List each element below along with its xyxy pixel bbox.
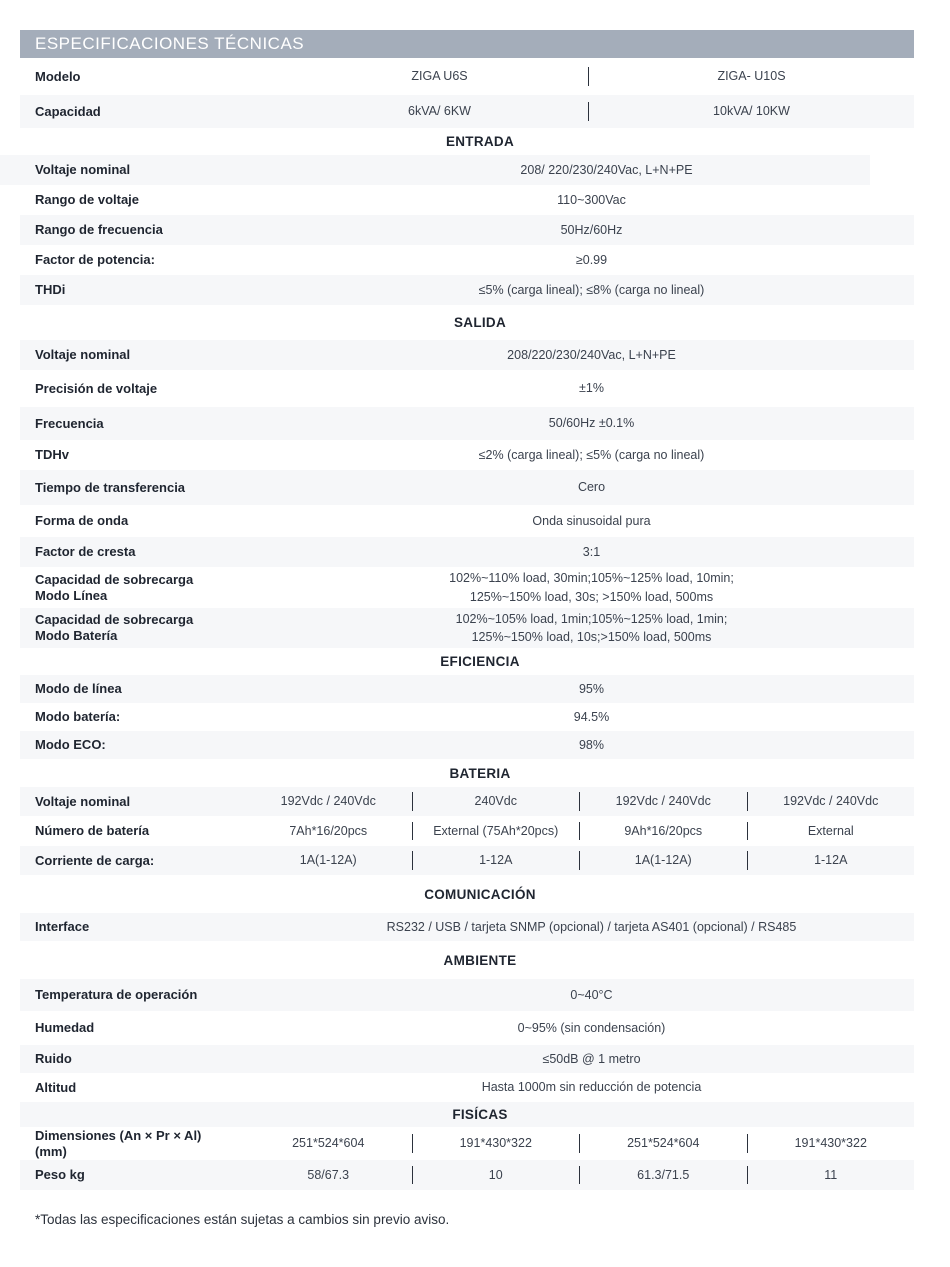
table-row — [20, 537, 914, 567]
cell-value: 192Vdc / 240Vdc — [280, 794, 376, 809]
table-row — [20, 370, 914, 407]
row-value: ≤5% (carga lineal); ≤8% (carga no lineal) — [478, 282, 705, 297]
row-label: Voltaje nominal — [35, 793, 131, 809]
row-value: Onda sinusoidal pura — [532, 513, 651, 528]
table-row — [20, 505, 914, 537]
row-value: 50Hz/60Hz — [560, 222, 623, 237]
table-row — [20, 1045, 914, 1073]
row-label: Frecuencia — [35, 415, 104, 431]
row-label: Forma de onda — [35, 513, 129, 529]
cell-value: 10 — [412, 1166, 580, 1184]
row-label: Número de batería — [35, 823, 150, 839]
table-row — [20, 731, 914, 759]
page-title: ESPECIFICACIONES TÉCNICAS — [35, 34, 305, 53]
row-label: Rango de frecuencia — [35, 222, 163, 238]
row-label: Capacidad de sobrecarga Modo Batería — [35, 612, 194, 643]
table-row — [20, 703, 914, 731]
table-row — [20, 407, 914, 440]
row-label: Dimensiones (An × Pr × Al) (mm) — [35, 1127, 202, 1159]
row-value: RS232 / USB / tarjeta SNMP (opcional) / tarjeta AS401 (opcional) / RS485 — [386, 919, 797, 934]
cell-value: 1A(1-12A) — [299, 853, 357, 868]
table-row — [20, 846, 914, 875]
spec-title-bar — [20, 30, 914, 58]
row-label: Corriente de carga: — [35, 852, 155, 868]
cell-value: 7Ah*16/20pcs — [289, 823, 368, 838]
row-label: Rango de voltaje — [35, 192, 140, 208]
row-label: Altitud — [35, 1079, 77, 1095]
table-row — [20, 979, 914, 1011]
table-row — [20, 215, 914, 245]
section-header-bateria: BATERIA — [449, 765, 511, 781]
row-value: 208/ 220/230/240Vac, L+N+PE — [520, 162, 693, 177]
row-label: Tiempo de transferencia — [35, 479, 186, 495]
row-value: 110~300Vac — [557, 192, 626, 207]
table-row — [20, 1160, 914, 1190]
row-label: Capacidad — [35, 103, 101, 119]
table-row — [20, 787, 914, 816]
row-label: TDHv — [35, 447, 69, 463]
section-header-eficiencia: EFICIENCIA — [440, 654, 520, 669]
section-header-entrada: ENTRADA — [445, 134, 515, 149]
row-label: Modelo — [35, 68, 81, 84]
section-header-salida: SALIDA — [453, 315, 507, 330]
capacity-u6s-cell: 6kVA/ 6KW — [408, 104, 471, 119]
row-value: 0~40°C — [570, 987, 613, 1002]
cell-value: 58/67.3 — [307, 1167, 350, 1182]
footnote: *Todas las especificaciones están sujetas a cambios sin previo aviso. — [35, 1212, 450, 1227]
spec-sheet — [20, 30, 914, 1227]
section-header-fisicas: FISÍCAS — [20, 1102, 914, 1127]
cell-value: 191*430*322 — [412, 1134, 580, 1152]
table-row — [20, 913, 914, 941]
row-label: THDi — [35, 282, 66, 298]
row-label: Factor de cresta — [35, 544, 136, 560]
row-label: Modo de línea — [35, 681, 122, 697]
capacity-u10s-cell: 10kVA/ 10KW — [588, 102, 914, 120]
row-label: Modo ECO: — [35, 737, 106, 753]
cell-value: 192Vdc / 240Vdc — [579, 792, 747, 810]
capacity-row — [20, 95, 914, 128]
row-label: Modo batería: — [35, 709, 121, 725]
model-u10s-cell: ZIGA- U10S — [588, 67, 914, 85]
row-value: 102%~110% load, 30min;105%~125% load, 10min; 125%~150% load, 30s; >150% load, 500ms — [449, 571, 734, 604]
cell-value: 1-12A — [747, 851, 915, 869]
row-label: Voltaje nominal — [35, 162, 131, 178]
row-value: 95% — [578, 681, 605, 696]
cell-value: 11 — [747, 1166, 915, 1184]
cell-value: External — [747, 822, 915, 840]
cell-value: 251*524*604 — [292, 1136, 365, 1151]
row-value: 102%~105% load, 1min;105%~125% load, 1min; 125%~150% load, 10s;>150% load, 500ms — [455, 611, 728, 644]
row-value: 208/220/230/240Vac, L+N+PE — [507, 347, 676, 362]
cell-value: 192Vdc / 240Vdc — [747, 792, 915, 810]
table-row — [20, 1011, 914, 1045]
table-row — [20, 1127, 914, 1160]
table-row — [20, 440, 914, 470]
section-header-ambiente: AMBIENTE — [443, 952, 517, 968]
table-row — [20, 185, 914, 215]
row-value: Cero — [577, 480, 606, 495]
row-value: 94.5% — [573, 709, 610, 724]
row-label: Humedad — [35, 1020, 95, 1036]
model-u6s-cell: ZIGA U6S — [411, 69, 468, 84]
row-label: Factor de potencia: — [35, 252, 155, 268]
row-label: Voltaje nominal — [35, 347, 131, 363]
table-row — [0, 155, 870, 185]
table-row — [20, 567, 914, 608]
row-value: ≤2% (carga lineal); ≤5% (carga no lineal) — [478, 447, 705, 462]
table-row — [20, 275, 914, 305]
cell-value: 1-12A — [412, 851, 580, 869]
section-header-comunicacion: COMUNICACIÓN — [424, 886, 536, 902]
table-row — [20, 1073, 914, 1102]
row-value: 50/60Hz ±0.1% — [548, 416, 635, 431]
table-row — [20, 470, 914, 505]
row-value: 3:1 — [582, 544, 601, 559]
cell-value: 1A(1-12A) — [579, 851, 747, 869]
cell-value: 61.3/71.5 — [579, 1166, 747, 1184]
table-row — [20, 608, 914, 648]
row-value: ±1% — [579, 381, 604, 396]
table-row — [20, 816, 914, 846]
row-label: Interface — [35, 919, 90, 935]
row-value: Hasta 1000m sin reducción de potencia — [481, 1080, 702, 1095]
row-label: Precisión de voltaje — [35, 380, 158, 396]
table-row — [20, 245, 914, 275]
row-label: Temperatura de operación — [35, 987, 198, 1003]
cell-value: 9Ah*16/20pcs — [579, 822, 747, 840]
row-value: 98% — [578, 737, 605, 752]
table-row — [20, 340, 914, 370]
model-row — [20, 58, 914, 95]
row-label: Peso kg — [35, 1167, 85, 1183]
cell-value: 251*524*604 — [579, 1134, 747, 1152]
row-value: ≥0.99 — [575, 252, 608, 267]
row-value: ≤50dB @ 1 metro — [542, 1051, 641, 1066]
row-value: 0~95% (sin condensación) — [517, 1020, 666, 1035]
cell-value: 240Vdc — [412, 792, 580, 810]
row-label: Ruido — [35, 1051, 72, 1067]
cell-value: 191*430*322 — [747, 1134, 915, 1152]
row-label: Capacidad de sobrecarga Modo Línea — [35, 571, 194, 603]
table-row — [20, 675, 914, 703]
cell-value: External (75Ah*20pcs) — [412, 822, 580, 840]
